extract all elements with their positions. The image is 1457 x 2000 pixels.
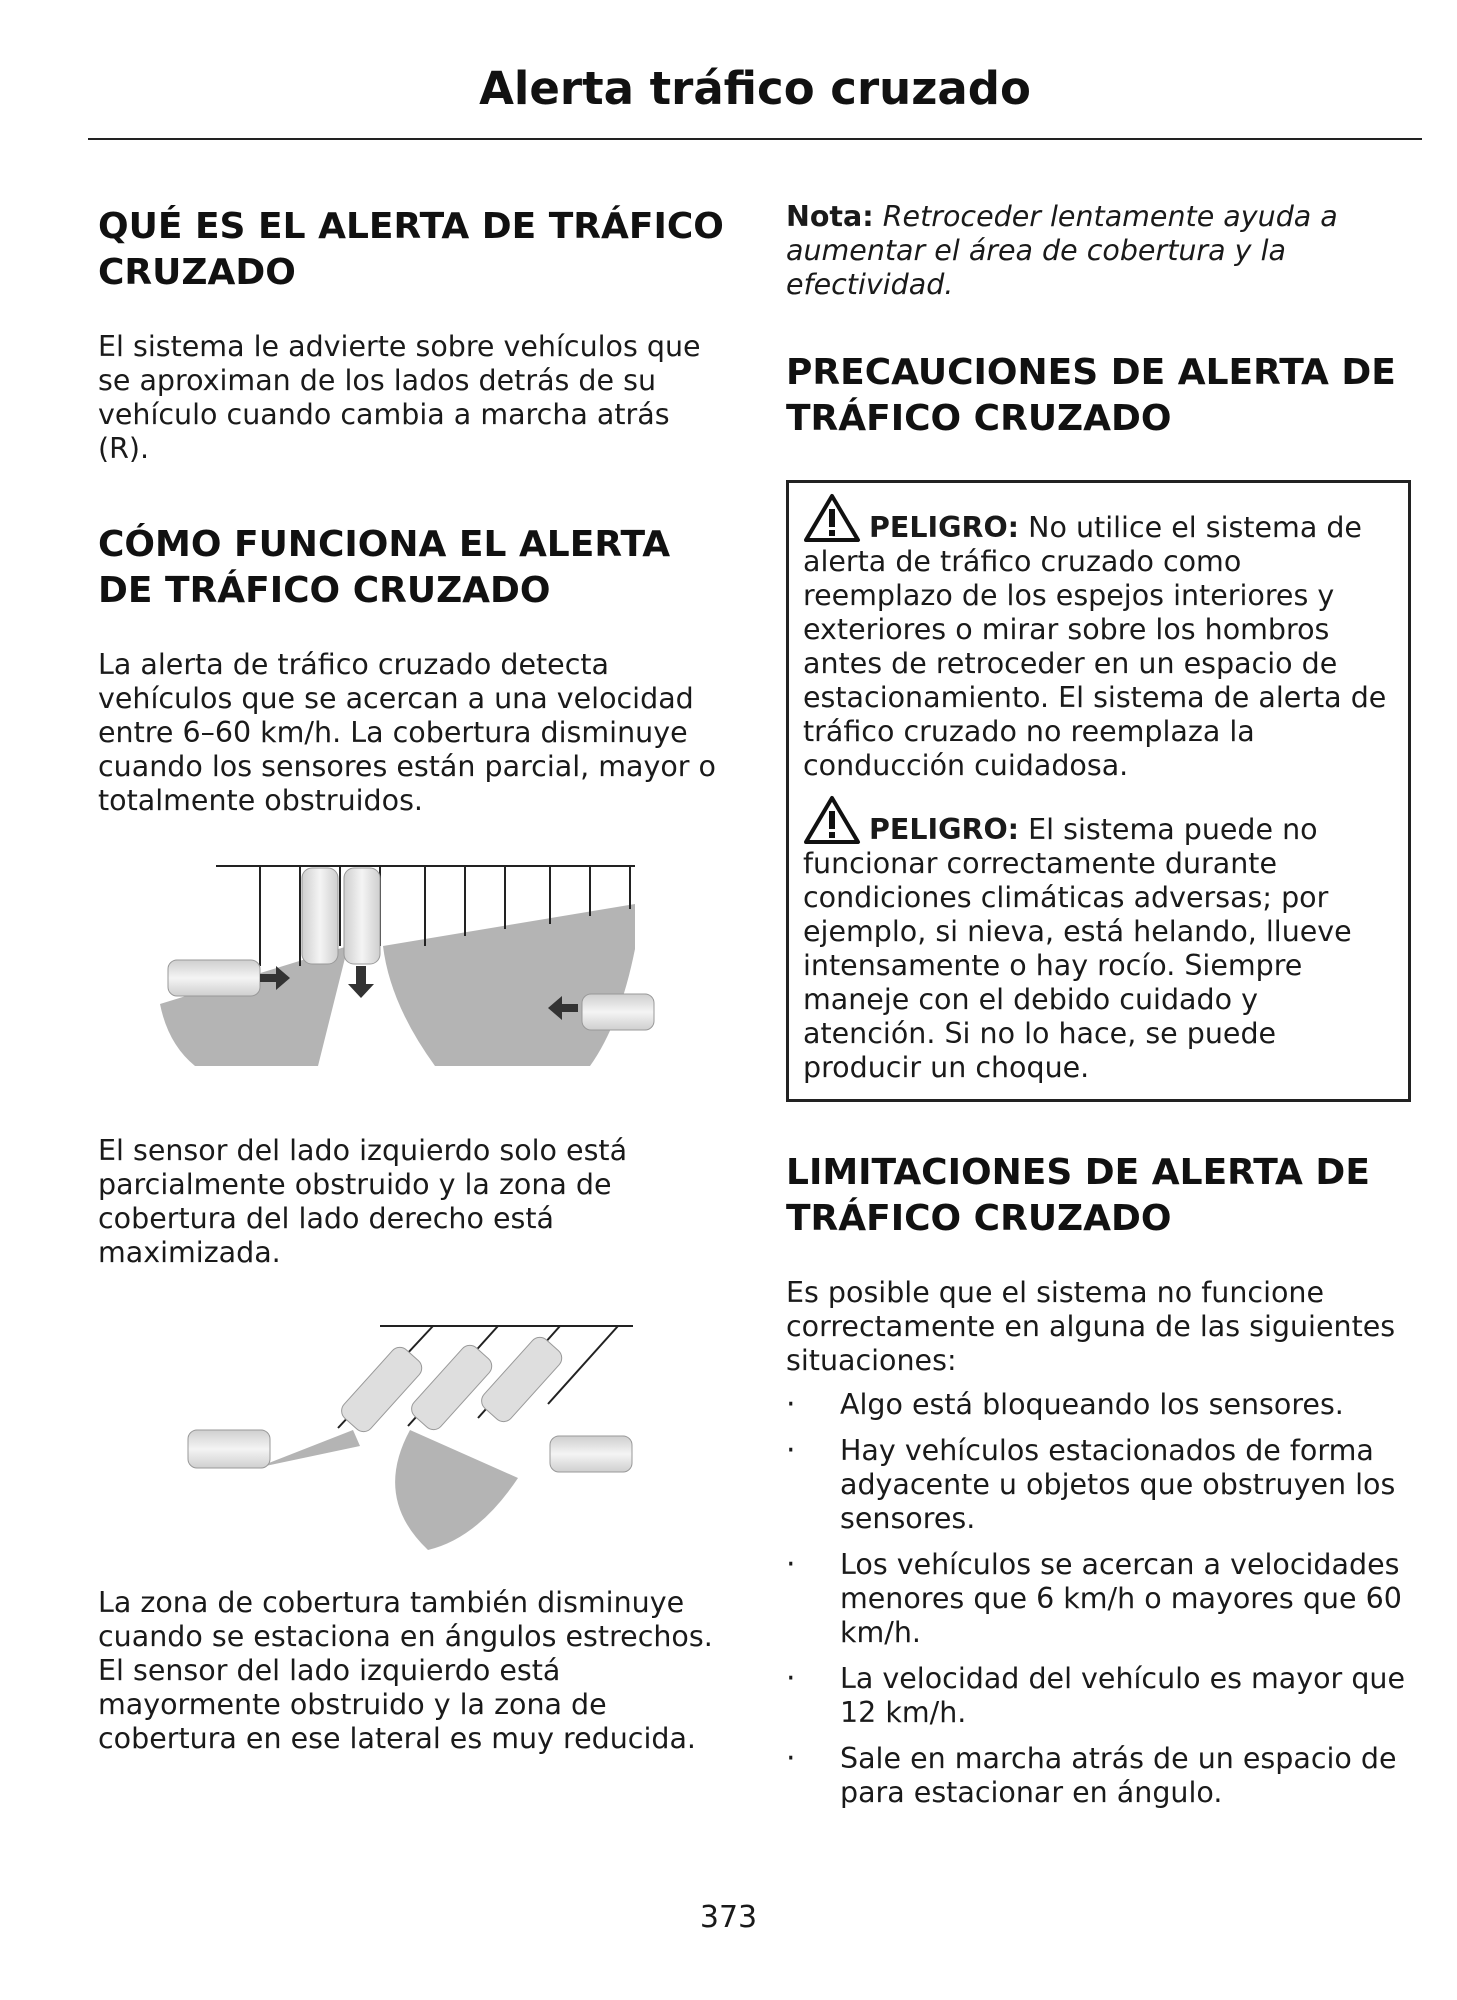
paragraph-limitations-intro: Es posible que el sistema no funcione correctamente en alguna de las siguientes situaciones: [786,1276,1396,1377]
note [786,200,1411,302]
diagram-angled-parking [148,1318,668,1558]
warning-text: El sistema puede no funcionar correctamente durante condiciones climáticas adversas; por ejemplo, si nieva, está helando, llueve intensamente o hay rocío. Siempre maneje con el debido cuidado y atención. Si no lo hace, se puede producir un choque. [803,813,1352,1084]
parked-car-3 [478,1333,566,1425]
right-column [786,200,1411,1822]
warning-box [786,480,1411,1102]
left-column [98,200,728,1756]
coverage-zone-right [395,1430,518,1550]
page-title: Alerta tráfico cruzado [479,62,1031,115]
caption-diagram-2: La zona de cobertura también disminuye cuando se estaciona en ángulos estrechos. El sensor del lado izquierdo está mayormente obstruido y la zona de cobertura en ese lateral es muy reducida. [98,1586,713,1755]
list-item: · Sale en marcha atrás de un espacio de para estacionar en ángulo. [786,1742,1411,1810]
title-divider [88,138,1422,140]
parked-car-2 [344,868,380,964]
approaching-car-right [582,994,654,1030]
warning-triangle-icon [803,795,861,845]
parked-car-2 [408,1341,496,1433]
warning-1 [803,493,1394,783]
warning-label: PELIGRO: [869,813,1020,846]
warning-triangle-icon [803,493,861,543]
heading-what-is: QUÉ ES EL ALERTA DE TRÁFICO CRUZADO [98,206,724,293]
heading-limitations: LIMITACIONES DE ALERTA DE TRÁFICO CRUZADO [786,1152,1370,1239]
caption-diagram-1: El sensor del lado izquierdo solo está parcialmente obstruido y la zona de cobertura del lado derecho está maximizada. [98,1134,628,1269]
list-item: · Algo está bloqueando los sensores. [786,1388,1411,1422]
limitations-list [786,1388,1411,1810]
parked-car-1 [302,868,338,964]
coverage-zone-left [256,1430,360,1468]
list-item: · La velocidad del vehículo es mayor que 12 km/h. [786,1662,1411,1730]
warning-label: PELIGRO: [869,511,1020,544]
heading-how-it-works: CÓMO FUNCIONA EL ALERTA DE TRÁFICO CRUZADO [98,524,671,611]
note-text: Retroceder lentamente ayuda a aumentar el área de cobertura y la efectividad. [786,200,1338,301]
heading-precautions: PRECAUCIONES DE ALERTA DE TRÁFICO CRUZADO [786,352,1396,439]
note-label: Nota: [786,200,874,233]
page-number: 373 [699,1900,758,1935]
list-item: · Hay vehículos estacionados de forma adyacente u objetos que obstruyen los sensores. [786,1434,1411,1536]
approaching-car-right [550,1436,632,1472]
arrow-down-icon [348,966,374,998]
paragraph-how-it-works: La alerta de tráfico cruzado detecta vehículos que se acercan a una velocidad entre 6–60 km/h. La cobertura disminuye cuando los sensores están parcial, mayor o totalmente obstruidos. [98,648,716,817]
approaching-car-left [168,960,260,996]
warning-2 [803,795,1394,1085]
diagram-partial-obstruction [150,854,670,1094]
paragraph-what-is: El sistema le advierte sobre vehículos que se aproximan de los lados detrás de su vehículo cuando cambia a marcha atrás (R). [98,330,701,465]
list-item: · Los vehículos se acercan a velocidades menores que 6 km/h o mayores que 60 km/h. [786,1548,1411,1650]
warning-text: No utilice el sistema de alerta de tráfico cruzado como reemplazo de los espejos interiores y exteriores o mirar sobre los hombros antes de retroceder en un espacio de estacionamiento. El sistema de alerta de tráfico cruzado no reemplaza la conducción cuidadosa. [803,511,1387,782]
coverage-zone-right [383,904,635,1066]
approaching-car-left [188,1430,270,1468]
